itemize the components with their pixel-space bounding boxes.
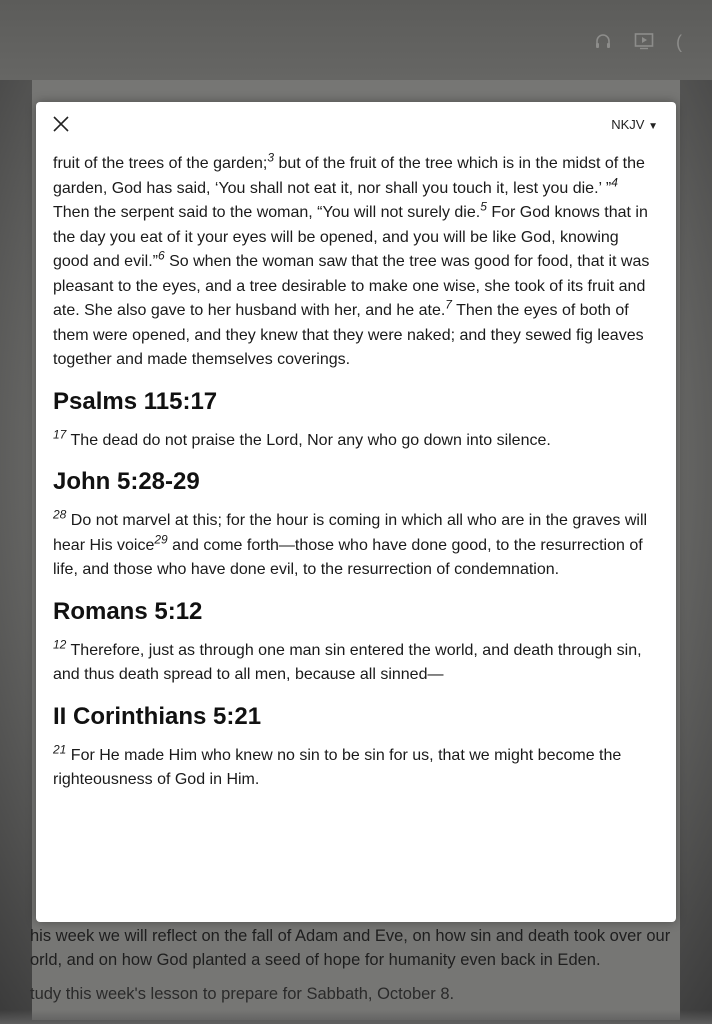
verse-number: 5 [480, 199, 487, 214]
passage-text [53, 639, 658, 688]
verse-text: and come forth—those who have done good, to the resurrection of life, and those who have done evil, to the resurrection of condemnation. [53, 536, 643, 578]
version-dropdown[interactable] [611, 117, 658, 132]
background-toolbar [594, 32, 682, 55]
passage-text [53, 152, 658, 373]
background-text-line: his week we will reflect on the fall of Adam and Eve, on how sin and death took over our [30, 927, 670, 945]
verse-number: 21 [53, 742, 67, 757]
verse-number: 12 [53, 637, 67, 652]
verse-number: 3 [267, 150, 275, 165]
verse-text: fruit of the trees of the garden; [53, 155, 268, 172]
passage-text [53, 744, 658, 793]
passage-heading: II Corinthians 5:21 [53, 702, 262, 730]
verse-number: 17 [53, 427, 67, 442]
verse-number: 28 [53, 507, 67, 522]
scripture-modal [36, 102, 676, 922]
verse-text: Then the eyes of both of them were opened, and they knew that they were naked; and they sewed fig leaves together and made themselves coverings. [53, 302, 644, 368]
passage-text [53, 509, 658, 583]
more-icon[interactable]: ( [676, 32, 682, 52]
close-button[interactable] [51, 114, 71, 134]
verse-number: 4 [611, 175, 618, 190]
video-icon[interactable] [634, 32, 654, 55]
passages-content [53, 152, 658, 793]
verse-text: Therefore, just as through one man sin entered the world, and death through sin, and thus death spread to all men, because all sinned— [53, 641, 642, 683]
verse-text: but of the fruit of the tree which is in the midst of the garden, God has said, ‘You shall not eat it, nor shall you touch it, lest you die.’ ” [53, 155, 645, 197]
passage-heading: John 5:28-29 [53, 468, 200, 495]
caret-down-icon: ▼ [648, 121, 658, 132]
verse-number: 7 [445, 297, 452, 312]
headphones-icon[interactable] [594, 32, 612, 55]
version-label: NKJV [611, 117, 645, 132]
passage-heading: Romans 5:12 [53, 597, 203, 625]
verse-text: Do not marvel at this; for the hour is coming in which all who are in the graves will hear His voice [53, 512, 648, 554]
bottom-shade [0, 1010, 712, 1024]
verse-text: For He made Him who knew no sin to be sin for us, that we might become the righteousness of God in Him. [53, 746, 622, 788]
background-text-line: orld, and on how God planted a seed of hope for humanity even back in Eden. [30, 951, 601, 969]
verse-text: For God knows that in the day you eat of it your eyes will be opened, and you will be like God, knowing good and evil.” [53, 204, 648, 270]
verse-number: 29 [154, 532, 168, 547]
background-text-line: tudy this week's lesson to prepare for Sabbath, October 8. [30, 985, 455, 1003]
verse-text: Then the serpent said to the woman, “You will not surely die. [53, 204, 481, 221]
close-icon [51, 114, 71, 134]
verse-text: The dead do not praise the Lord, Nor any who go down into silence. [66, 431, 551, 449]
passage-text [53, 429, 658, 454]
background-lesson-text [30, 924, 670, 1006]
verse-text: So when the woman saw that the tree was good for food, that it was pleasant to the eyes, and a tree desirable to make one wise, she took of its fruit and ate. She also gave to her husband with her, and he ate. [53, 253, 650, 319]
passage-heading: Psalms 115:17 [53, 387, 218, 415]
verse-number: 6 [157, 248, 165, 263]
